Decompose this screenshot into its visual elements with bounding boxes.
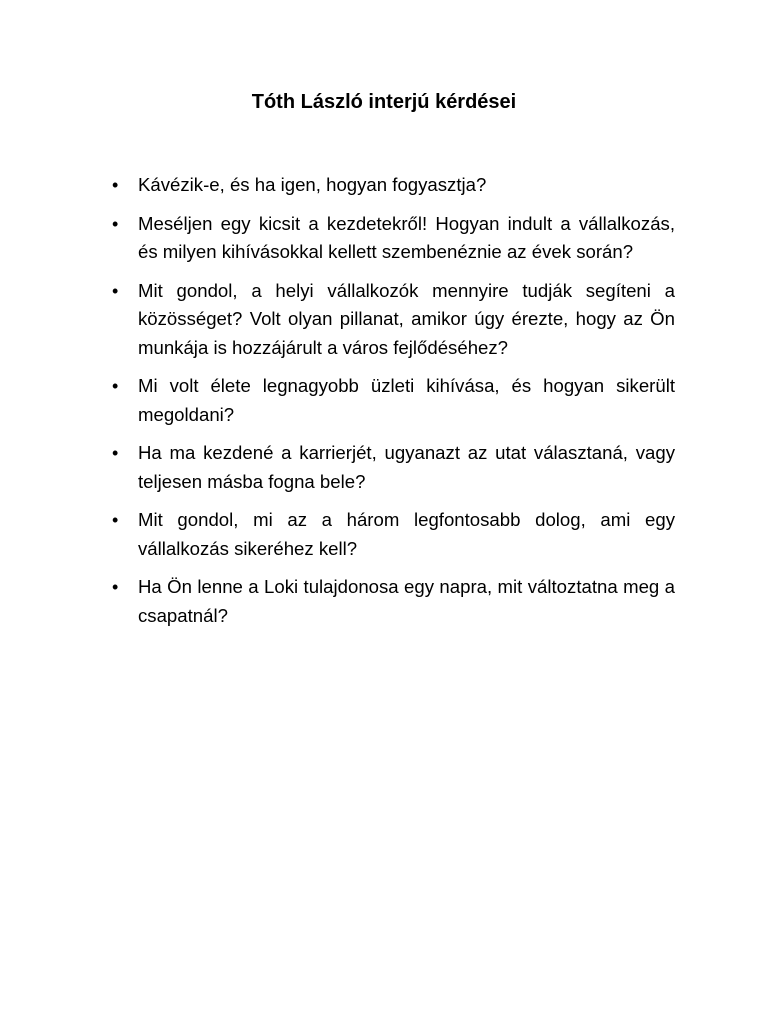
question-text: Meséljen egy kicsit a kezdetekről! Hogyan indult a vállalkozás, és milyen kihívásokkal kellett szembenéznie az évek során? [138, 212, 675, 262]
question-text: Ha ma kezdené a karrierjét, ugyanazt az utat választaná, vagy teljesen másba fogna bele? [138, 442, 675, 492]
bullet-icon: • [112, 510, 119, 530]
bullet-icon: • [112, 577, 119, 597]
question-text: Mit gondol, a helyi vállalkozók mennyire tudják segíteni a közösséget? Volt olyan pillanat, amikor úgy érezte, hogy az Ön munkája is hozzájárult a város fejlődéséhez? [138, 279, 675, 358]
list-item [108, 210, 675, 267]
list-item [108, 372, 675, 429]
bullet-icon: • [112, 443, 119, 463]
bullet-icon: • [112, 213, 119, 234]
list-item [108, 506, 675, 563]
question-text: Kávézik-e, és ha igen, hogyan fogyasztja? [138, 174, 487, 195]
bullet-icon: • [112, 280, 119, 301]
question-text: Ha Ön lenne a Loki tulajdonosa egy napra, mit változtatna meg a csapatnál? [138, 576, 675, 626]
list-item [108, 439, 675, 496]
list-item [108, 171, 675, 200]
question-text: Mi volt élete legnagyobb üzleti kihívása, és hogyan sikerült megoldani? [138, 375, 675, 425]
bullet-icon: • [112, 376, 119, 396]
question-text: Mit gondol, mi az a három legfontosabb dolog, ami egy vállalkozás sikeréhez kell? [138, 509, 675, 559]
question-list [108, 171, 675, 640]
list-item [108, 573, 675, 630]
list-item [108, 277, 675, 363]
document-title: Tóth László interjú kérdései [251, 91, 517, 113]
bullet-icon: • [112, 175, 119, 195]
